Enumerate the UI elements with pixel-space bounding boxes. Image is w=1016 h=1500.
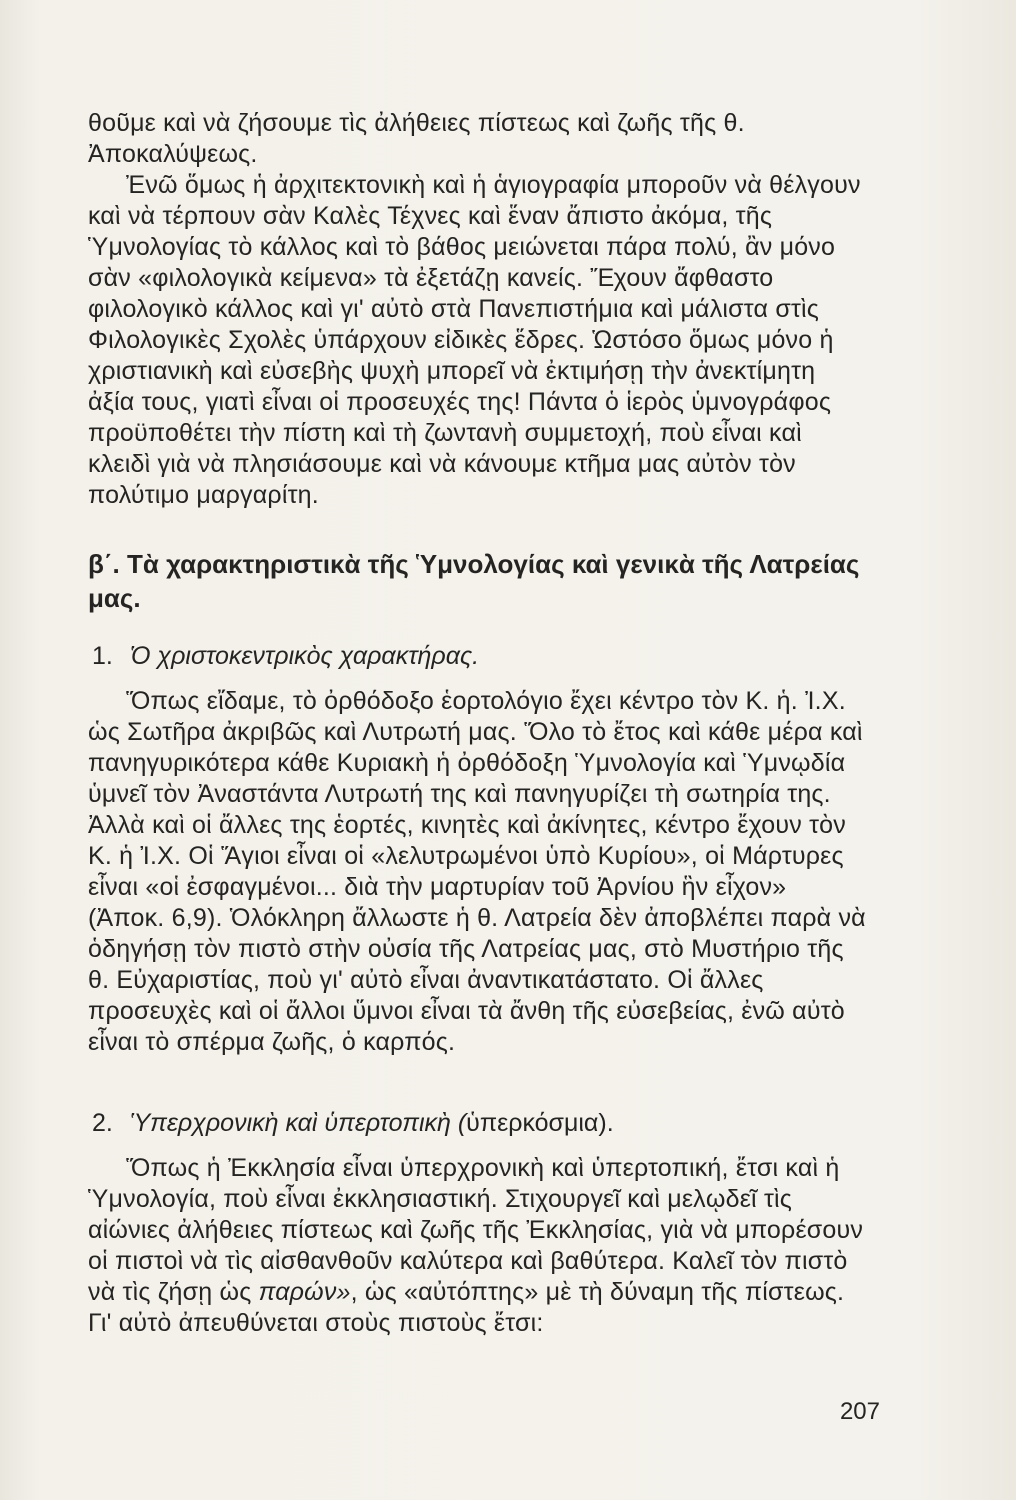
subheading-1-number: 1. (92, 642, 113, 670)
section-heading: β΄. Τὰ χαρακτηριστικὰ τῆς Ὑμνολογίας καὶ γενικὰ τῆς Λατρείας μας. (88, 549, 860, 613)
page-number: 207 (839, 1398, 880, 1425)
subheading-2 (88, 1108, 868, 1139)
intro-paragraph-2: Ἐνῶ ὅμως ἡ ἀρχιτεκτονικὴ καὶ ἡ ἁγιογραφία μποροῦν νὰ θέλγουν καὶ νὰ τέρπουν σὰν Καλὲς Τέχνες καὶ ἕναν ἄπιστο ἀκόμα, τῆς Ὑμνολογίας τὸ κάλλος καὶ τὸ βάθος μειώνεται πάρα πολύ, ἂν μόνο σὰν «φιλολογικὰ κείμενα» τὰ ἐξετάζῃ κανείς. Ἔχουν ἄφθαστο φιλολογικὸ κάλλος καὶ γι' αὐτὸ στὰ Πανεπιστήμια καὶ μάλιστα στὶς Φιλολογικὲς Σχολὲς ὑπάρχουν εἰδικὲς ἕδρες. Ὡστόσο ὅμως μόνο ἡ χριστιανικὴ καὶ εὐσεβὴς ψυχὴ μπορεῖ νὰ ἐκτιμήσῃ τὴν ἀνεκτίμητη ἀξία τους, γιατὶ εἶναι οἱ προσευχές της! Πάντα ὁ ἱερὸς ὑμνογράφος προϋποθέτει τὴν πίστη καὶ τὴ ζωντανὴ συμμετοχή, ποὺ εἶναι καὶ κλειδὶ γιὰ νὰ πλησιάσουμε καὶ νὰ κάνουμε κτῆμα μας αὐτὸν τὸν πολύτιμο μαργαρίτη. (88, 171, 861, 509)
spacer (88, 1058, 868, 1082)
sub2-body-paragraph (88, 1153, 868, 1339)
sub1-body-paragraph: Ὅπως εἴδαμε, τὸ ὀρθόδοξο ἑορτολόγιο ἔχει κέντρο τὸν Κ. ἡ. Ἰ.Χ. ὡς Σωτῆρα ἀκριβῶς καὶ Λυτρωτή μας. Ὅλο τὸ ἔτος καὶ κάθε μέρα καὶ πανηγυρικότερα κάθε Κυριακὴ ἡ ὀρθόδοξη Ὑμνολογία καὶ Ὑμνῳδία ὑμνεῖ τὸν Ἀναστάντα Λυτρωτή της καὶ πανηγυρίζει τὴ σωτηρία της. Ἀλλὰ καὶ οἱ ἄλλες της ἑορτές, κινητὲς καὶ ἀκίνητες, κέντρο ἔχουν τὸν Κ. ἡ Ἰ.Χ. Οἱ Ἅγιοι εἶναι οἱ «λελυτρωμένοι ὑπὸ Κυρίου», οἱ Μάρτυρες εἶναι «οἱ ἐσφαγμένοι... διὰ τὴν μαρτυρίαν τοῦ Ἀρνίου ἣν εἶχον» (Ἀποκ. 6,9). Ὁλόκληρη ἄλλωστε ἡ θ. Λατρεία δὲν ἀποβλέπει παρὰ νὰ ὁδηγήσῃ τὸν πιστὸ στὴν οὐσία τῆς Λατρείας μας, στὸ Μυστήριο τῆς θ. Εὐχαριστίας, ποὺ γι' αὐτὸ εἶναι ἀναντικατάστατο. Οἱ ἄλλες προσευχὲς καὶ οἱ ἄλλοι ὕμνοι εἶναι τὰ ἄνθη τῆς εὐσεβείας, ἐνῶ αὐτὸ εἶναι τὸ σπέρμα ζωῆς, ὁ καρπός. (88, 687, 866, 1056)
sub2-body-italic: παρών» (258, 1278, 351, 1306)
sub2-body-end: , ὡς «αὐτόπτης» μὲ τὴ δύναμη τῆς πίστεως. Γι' αὐτὸ ἀπευθύνεται στοὺς πιστοὺς ἔτσι: (88, 1278, 845, 1337)
subheading-2-title: Ὑπερχρονικὴ καὶ ὑπερτοπικὴ ( (129, 1109, 467, 1137)
sub2-body-start: Ὅπως ἡ Ἐκκλησία εἶναι ὑπερχρονικὴ καὶ ὑπερτοπική, ἔτσι καὶ ἡ Ὑμνολογία, ποὺ εἶναι ἐκκλησιαστική. Στιχουργεῖ καὶ μελῳδεῖ τὶς αἰώνιες ἀλήθειες πίστεως καὶ ζωῆς τῆς Ἐκκλησίας, γιὰ νὰ μπορέσουν οἱ πιστοὶ νὰ τὶς αἰσθανθοῦν καλύτερα καὶ βαθύτερα. Καλεῖ τὸν πιστὸ νὰ τὶς ζήσῃ ὡς (88, 1154, 864, 1306)
subheading-2-title-plain: ὑπερκόσμια). (466, 1109, 614, 1137)
subheading-1-title: Ὁ χριστοκεντρικὸς χαρακτήρας. (129, 642, 480, 670)
intro-paragraph-1: θοῦμε καὶ νὰ ζήσουμε τὶς ἀλήθειες πίστεως καὶ ζωῆς τῆς θ. Ἀποκαλύψεως. (88, 109, 745, 168)
spacer (88, 511, 868, 547)
subheading-1 (88, 641, 868, 672)
subheading-2-number: 2. (92, 1109, 113, 1137)
